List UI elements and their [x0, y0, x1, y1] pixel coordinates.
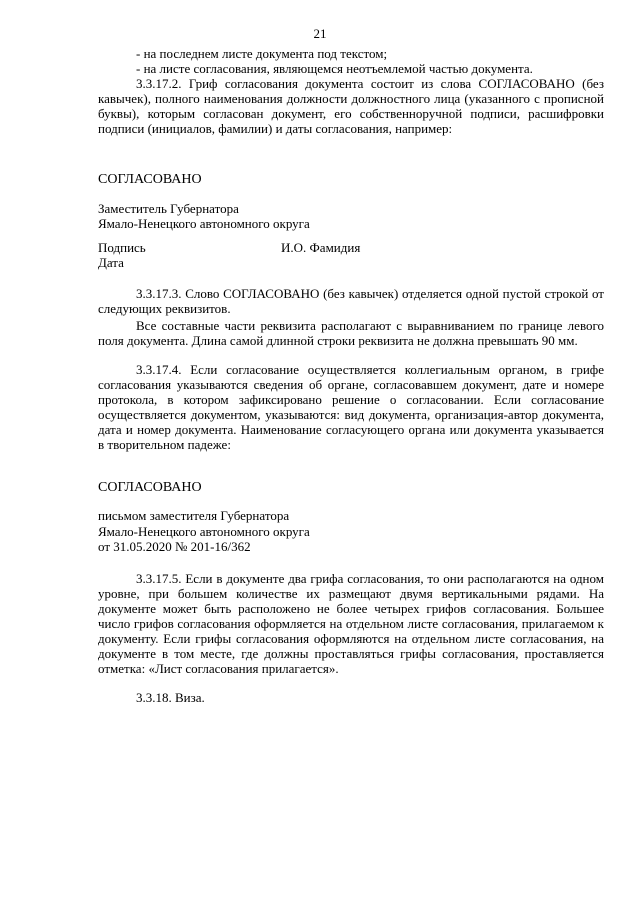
paragraph-3-3-18: 3.3.18. Виза. — [136, 690, 205, 705]
list-item: - на листе согласования, являющемся неотъемлемой частью документа. — [136, 61, 533, 76]
signature-name: И.О. Фамидия — [281, 240, 361, 255]
approval-heading: СОГЛАСОВАНО — [98, 480, 202, 495]
paragraph-3-3-17-4: 3.3.17.4. Если согласование осуществляется коллегиальным органом, в грифе согласования указываются сведения об органе, согласовавшем документ, дате и номере протокола, в котором зафиксировано решение о согласовании. Если согласование осуществляется документом, указываются: вид документа, организация-автор документа, дата и номер документа. Наименование согласующего органа или документа указывается в творительном падеже: — [98, 362, 604, 452]
paragraph-3-3-17-2: 3.3.17.2. Гриф согласования документа состоит из слова СОГЛАСОВАНО (без кавычек), полного наименования должности должностного лица (указанного с прописной буквы), которым согласован документ, его собственноручной подписи, расшифровки подписи (инициалов, фамилии) и даты согласования, например: — [98, 76, 604, 136]
paragraph-3-3-17-5: 3.3.17.5. Если в документе два грифа согласования, то они располагаются на одном уровне, при большем количестве их размещают двумя вертикальными рядами. На документе может быть расположено не более четырех грифов согласования. Большее число грифов согласования оформляется на отдельном листе согласования, прилагаемом к документу. Если грифы согласования оформляются на отдельном листе согласования, на документе в том месте, где должны проставляться грифы согласования, проставляется отметка: «Лист согласования прилагается». — [98, 571, 604, 676]
approval-position-line: Ямало-Ненецкого автономного округа — [98, 216, 310, 231]
date-label: Дата — [98, 255, 124, 270]
page-number: 21 — [313, 26, 327, 41]
approval-letter-line: письмом заместителя Губернатора — [98, 508, 290, 523]
approval-letter-line: от 31.05.2020 № 201-16/362 — [98, 539, 251, 554]
signature-label: Подпись — [98, 240, 146, 255]
approval-position-line: Заместитель Губернатора — [98, 201, 239, 216]
paragraph-3-3-17-3: 3.3.17.3. Слово СОГЛАСОВАНО (без кавычек) отделяется одной пустой строкой от следующих реквизитов. — [98, 286, 604, 316]
paragraph-components: Все составные части реквизита располагают с выравниванием по границе левого поля документа. Длина самой длинной строки реквизита не должна превышать 90 мм. — [98, 318, 604, 348]
list-item: - на последнем листе документа под текстом; — [136, 46, 388, 61]
approval-letter-line: Ямало-Ненецкого автономного округа — [98, 524, 310, 539]
approval-heading: СОГЛАСОВАНО — [98, 172, 202, 187]
